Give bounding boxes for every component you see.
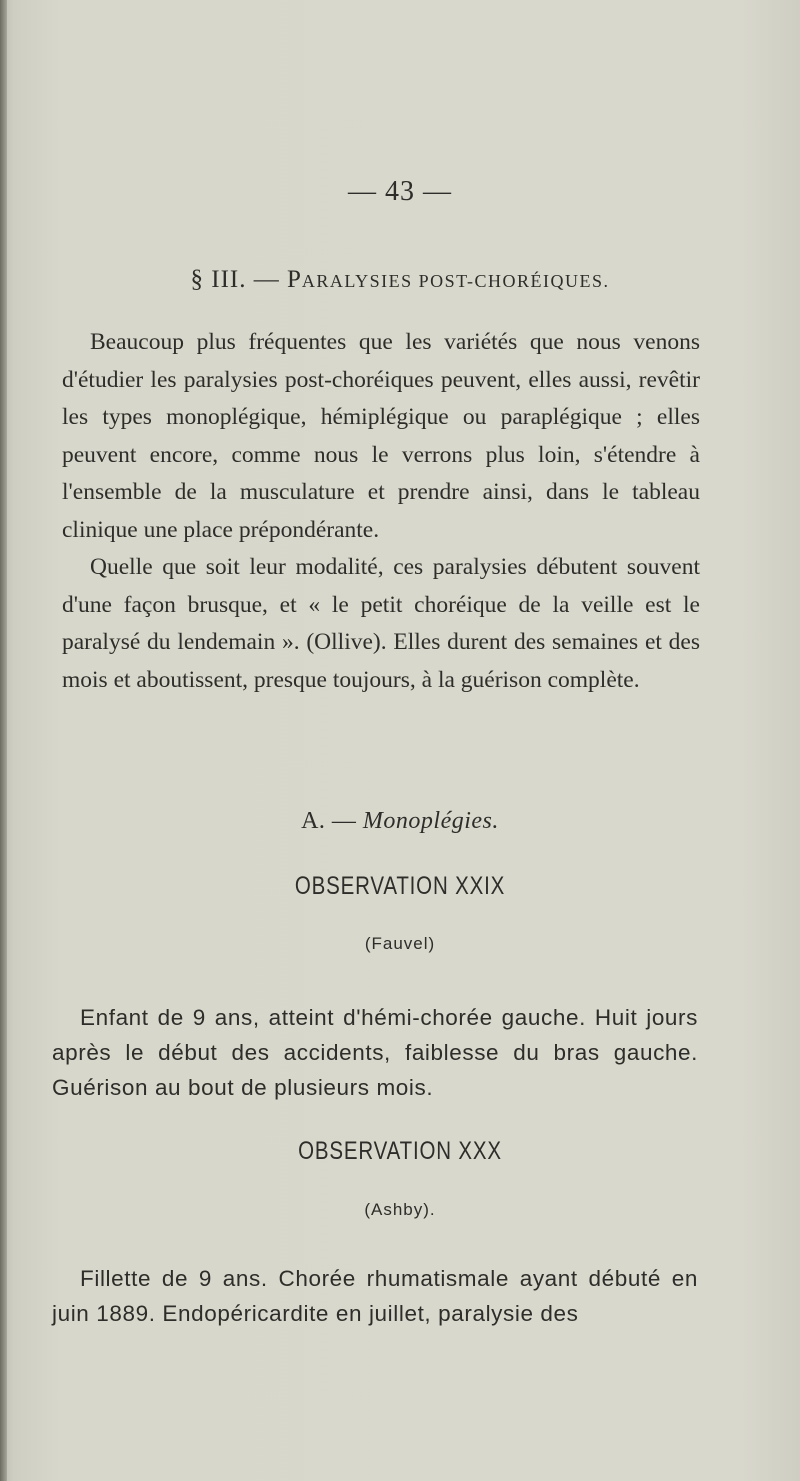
- section-heading: [0, 266, 800, 294]
- subsection-heading: [0, 808, 800, 835]
- observation-paragraph: Enfant de 9 ans, atteint d'hémi-chorée gauche. Huit jours après le début des accidents, faiblesse du bras gauche. Guérison au bout de plusieurs mois.: [52, 1005, 698, 1100]
- section-title-initial: P: [287, 266, 302, 293]
- section-title: ARALYSIES POST-CHORÉIQUES.: [301, 271, 610, 291]
- observation-text: [52, 1000, 698, 1105]
- observation-author: (Fauvel): [364, 934, 436, 953]
- intro-paragraph-1: Beaucoup plus fréquentes que les variétés que nous venons d'étudier les paralysies post-choréiques peuvent, elles aussi, revêtir les types monoplégique, hémiplégique ou paraplégique ; elles peuvent encore, comme nous le verrons plus loin, s'étendre à l'ensemble de la musculature et prendre ainsi, dans le tableau clinique une place prépondérante.: [62, 329, 700, 543]
- observation-author: (Ashby).: [364, 1200, 436, 1219]
- page-number: — 43 —: [348, 176, 452, 207]
- subsection-label: A. —: [301, 808, 363, 834]
- intro-paragraph-2: Quelle que soit leur modalité, ces paralysies débutent souvent d'une façon brusque, et « le petit choréique de la veille est le paralysé du lendemain ». (Ollive). Elles durent des semaines et des mois et aboutissent, presque toujours, à la guérison complète.: [62, 554, 700, 693]
- observation-title: OBSERVATION XXIX: [294, 872, 506, 900]
- observation-text: [52, 1261, 698, 1331]
- section-symbol: § III. —: [190, 266, 287, 293]
- subsection-title: Monoplégies.: [362, 808, 499, 834]
- page-binding-edge: [0, 0, 7, 1481]
- observation-paragraph: Fillette de 9 ans. Chorée rhumatismale ayant débuté en juin 1889. Endopéricardite en juillet, paralysie des: [52, 1266, 698, 1326]
- observation-title: OBSERVATION XXX: [298, 1137, 502, 1165]
- intro-text: [62, 324, 700, 699]
